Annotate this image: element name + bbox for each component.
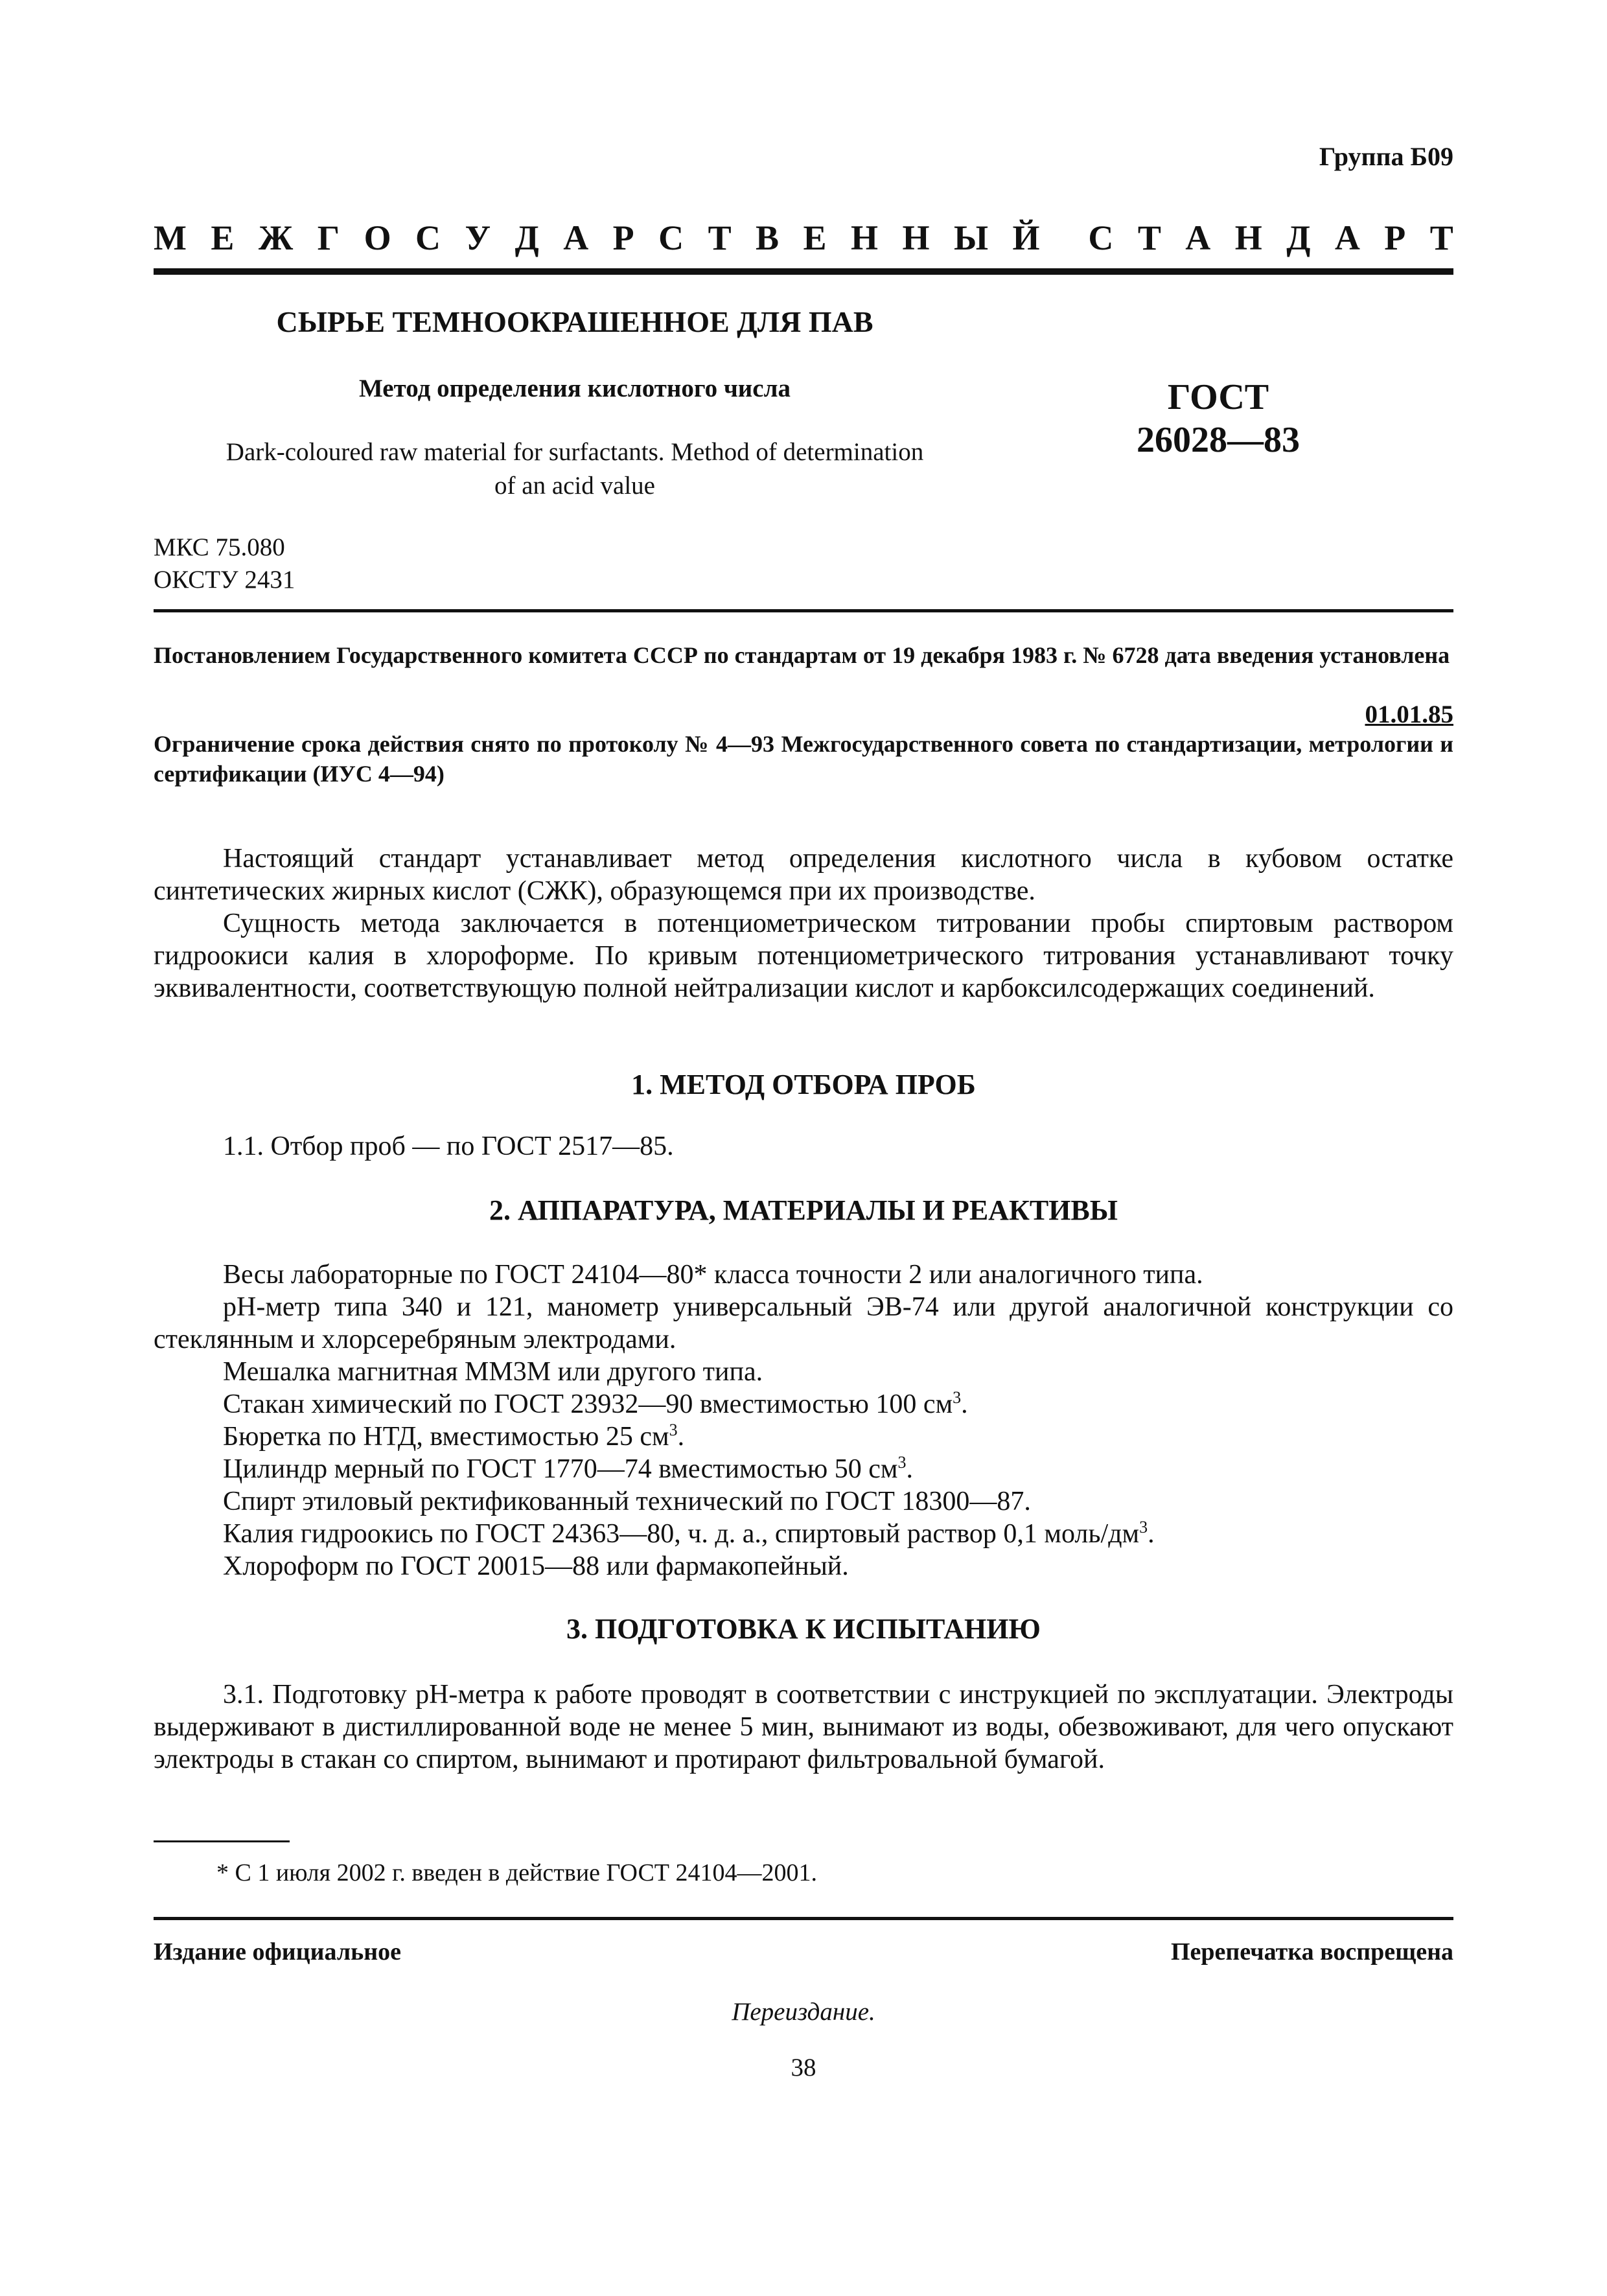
section-heading: 1. МЕТОД ОТБОРА ПРОБ [631, 1069, 976, 1100]
period: . [1148, 1519, 1155, 1549]
banner-letter: Н [902, 218, 930, 257]
section-paragraph: 1.1. Отбор проб — по ГОСТ 2517—85. [223, 1131, 674, 1161]
section-heading: 3. ПОДГОТОВКА К ИСПЫТАНИЮ [566, 1613, 1041, 1645]
banner-letter: С [1088, 218, 1114, 257]
banner-letter: Е [803, 218, 827, 257]
banner-letter: В [756, 218, 780, 257]
equipment-list [154, 1258, 1453, 1583]
banner-letter: У [465, 218, 491, 257]
banner-letter: А [1185, 218, 1211, 257]
superscript: 3 [669, 1421, 678, 1439]
document-title: СЫРЬЕ ТЕМНООКРАШЕННОЕ ДЛЯ ПАВ [276, 305, 873, 338]
header-rule [154, 609, 1453, 612]
list-item-text: Бюретка по НТД, вместимостью 25 см [223, 1422, 669, 1452]
banner-letter: Р [612, 218, 634, 257]
banner-letter: Р [1384, 218, 1406, 257]
mks-code: МКС 75.080 [154, 533, 285, 561]
gost-label: ГОСТ [1167, 377, 1269, 417]
reprint-prohibited-label: Перепечатка воспрещена [1170, 1938, 1453, 1966]
banner-letter: Т [708, 218, 732, 257]
okstu-code: ОКСТУ 2431 [154, 566, 295, 594]
section-3-body [154, 1678, 1453, 1776]
period: . [961, 1389, 968, 1419]
period: . [906, 1454, 913, 1484]
footnote: * С 1 июля 2002 г. введен в действие ГОСТ 24104—2001. [216, 1859, 818, 1886]
list-item: Спирт этиловый ректификованный технический по ГОСТ 18300—87. [223, 1487, 1031, 1516]
list-item: Хлороформ по ГОСТ 20015—88 или фармакопейный. [223, 1551, 849, 1581]
list-item: Весы лабораторные по ГОСТ 24104—80* класса точности 2 или аналогичного типа. [223, 1260, 1203, 1290]
gost-designation [1102, 376, 1335, 461]
banner-rule [154, 268, 1453, 275]
reissue-label: Переиздание. [732, 1998, 875, 2026]
banner-letter: А [563, 218, 589, 257]
english-title-line: Dark-coloured raw material for surfactants. Method of determination [225, 438, 924, 466]
banner-letter: Н [851, 218, 879, 257]
classification-codes [154, 531, 295, 596]
english-title-line: of an acid value [494, 472, 655, 500]
banner-letter: О [364, 218, 391, 257]
list-item-text: Стакан химический по ГОСТ 23932—90 вместимостью 100 см [223, 1389, 953, 1419]
banner-letter: Т [1137, 218, 1161, 257]
banner-letter: Д [1286, 218, 1311, 257]
superscript: 3 [953, 1388, 962, 1407]
introduction-date: 01.01.85 [1365, 701, 1453, 728]
list-item [154, 1421, 1453, 1453]
official-edition-label: Издание официальное [154, 1938, 402, 1966]
english-title [154, 435, 996, 503]
gost-number: 26028—83 [1137, 420, 1300, 460]
decree-text: Постановлением Государственного комитета СССР по стандартам от 19 декабря 1983 г. № 6728 дата введения установлена [154, 642, 1450, 668]
banner-letter: Е [211, 218, 235, 257]
footnote-rule [154, 1840, 290, 1842]
document-subtitle: Метод определения кислотного числа [359, 375, 791, 402]
list-item: рН-метр типа 340 и 121, манометр универсальный ЭВ-74 или другой аналогичной конструкции со стеклянным и хлорсеребряным электродами. [154, 1292, 1453, 1354]
standard-banner [154, 220, 1453, 255]
banner-letter: Д [514, 218, 539, 257]
banner-letter: Н [1234, 218, 1262, 257]
list-item [154, 1518, 1453, 1550]
footer-rule [154, 1917, 1453, 1920]
list-item-text: Цилиндр мерный по ГОСТ 1770—74 вместимостью 50 см [223, 1454, 898, 1484]
intro-paragraph: Сущность метода заключается в потенциометрическом титровании пробы спиртовым раствором гидроокиси калия в хлороформе. По кривым потенциометрического титрования устанавливают точку эквивалентности, соответствующую полной нейтрализации кислот и карбоксилсодержащих соединений. [154, 909, 1453, 1003]
banner-letter: А [1334, 218, 1360, 257]
superscript: 3 [1139, 1518, 1148, 1536]
banner-letter: М [154, 218, 187, 257]
page-number: 38 [791, 2054, 816, 2081]
section-heading: 2. АППАРАТУРА, МАТЕРИАЛЫ И РЕАКТИВЫ [489, 1194, 1118, 1226]
section-1-body [154, 1130, 1453, 1163]
section-paragraph: 3.1. Подготовку рН-метра к работе проводят в соответствии с инструкцией по эксплуатации. Электроды выдерживают в дистиллированной воде не менее 5 мин, вынимают из воды, обезвоживают, для чего опускают электроды в стакан со спиртом, вынимают и протирают фильтровальной бумагой. [154, 1680, 1453, 1774]
banner-letter: Г [317, 218, 340, 257]
banner-letter: Ж [258, 218, 294, 257]
group-code: Группа Б09 [1319, 142, 1453, 171]
banner-letter: Й [1012, 218, 1040, 257]
banner-letter: С [415, 218, 441, 257]
banner-letter: Ы [953, 218, 988, 257]
superscript: 3 [897, 1453, 907, 1472]
list-item-text: Калия гидроокись по ГОСТ 24363—80, ч. д. а., спиртовый раствор 0,1 моль/дм [223, 1519, 1140, 1549]
list-item: Мешалка магнитная ММ3М или другого типа. [223, 1357, 763, 1387]
intro-paragraph: Настоящий стандарт устанавливает метод определения кислотного числа в кубовом остатке синтетических жирных кислот (СЖК), образующемся при их производстве. [154, 844, 1453, 906]
list-item [154, 1453, 1453, 1485]
period: . [677, 1422, 685, 1452]
banner-letter: Т [1429, 218, 1453, 257]
banner-letter: С [658, 218, 684, 257]
list-item [154, 1388, 1453, 1421]
validity-limit-text: Ограничение срока действия снято по протоколу № 4—93 Межгосударственного совета по стандартизации, метрологии и сертификации (ИУС 4—94) [154, 731, 1453, 787]
intro-section [154, 842, 1453, 1004]
